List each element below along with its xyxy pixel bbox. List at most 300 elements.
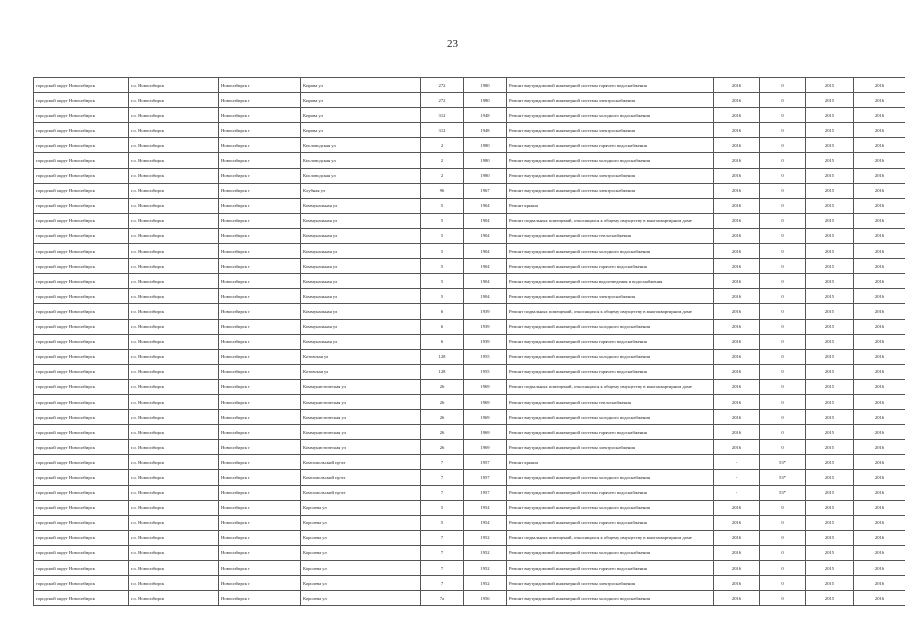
plan-year-cell: - (714, 470, 760, 485)
work-type-cell: Ремонт подвальных помещений, относящихся к общему имуществу в многоквартирном доме (507, 379, 714, 394)
plan-year-cell: 2016 (714, 213, 760, 228)
municipality-cell: городской округ Новосибирск (34, 93, 129, 108)
end-year-cell: 2016 (854, 228, 905, 243)
value-cell: 0 (760, 153, 806, 168)
city-cell: Новосибирск г (219, 228, 301, 243)
house-number-cell: 7 (421, 455, 464, 470)
city-cell: Новосибирск г (219, 123, 301, 138)
street-cell: Комсомольский пр-кт (301, 455, 421, 470)
plan-year-cell: 2016 (714, 410, 760, 425)
start-year-cell: 2015 (806, 259, 854, 274)
house-number-cell: 7 (421, 485, 464, 500)
table-row (34, 168, 905, 183)
house-number-cell: 128 (421, 364, 464, 379)
value-cell: 0 (760, 364, 806, 379)
city-cell: Новосибирск г (219, 319, 301, 334)
year-built-cell: 1969 (464, 410, 507, 425)
city-cell: Новосибирск г (219, 213, 301, 228)
city-cell: Новосибирск г (219, 515, 301, 530)
municipality-cell: городской округ Новосибирск (34, 168, 129, 183)
end-year-cell: 2016 (854, 561, 905, 576)
start-year-cell: 2015 (806, 123, 854, 138)
table-row (34, 334, 905, 349)
work-type-cell: Ремонт внутридомовой инженерной системы горячего водоснабжения (507, 78, 714, 93)
value-cell: 0 (760, 213, 806, 228)
plan-year-cell: 2016 (714, 228, 760, 243)
municipality-cell: городской округ Новосибирск (34, 228, 129, 243)
house-number-cell: 5 (421, 500, 464, 515)
work-type-cell: Ремонт внутридомовой инженерной системы водоотведения и водоснабжения (507, 274, 714, 289)
end-year-cell: 2016 (854, 259, 905, 274)
house-number-cell: 6 (421, 319, 464, 334)
start-year-cell: 2015 (806, 334, 854, 349)
end-year-cell: 2016 (854, 379, 905, 394)
house-number-cell: 7 (421, 576, 464, 591)
municipality-cell: городской округ Новосибирск (34, 515, 129, 530)
year-built-cell: 1904 (464, 228, 507, 243)
district-cell: г.о. Новосибирск (129, 138, 219, 153)
start-year-cell: 2015 (806, 108, 854, 123)
year-built-cell: 1980 (464, 168, 507, 183)
value-cell: 0 (760, 168, 806, 183)
table-row (34, 591, 905, 606)
table-row (34, 394, 905, 409)
work-type-cell: Ремонт внутридомовой инженерной системы горячего водоснабжения (507, 138, 714, 153)
work-type-cell: Ремонт внутридомовой инженерной системы электроснабжения (507, 123, 714, 138)
city-cell: Новосибирск г (219, 485, 301, 500)
value-cell: 53* (760, 455, 806, 470)
end-year-cell: 2016 (854, 530, 905, 545)
house-number-cell: 26 (421, 379, 464, 394)
district-cell: г.о. Новосибирск (129, 500, 219, 515)
value-cell: 0 (760, 410, 806, 425)
repair-program-table (33, 77, 905, 606)
end-year-cell: 2016 (854, 153, 905, 168)
value-cell: 0 (760, 198, 806, 213)
plan-year-cell: 2016 (714, 274, 760, 289)
plan-year-cell: 2016 (714, 561, 760, 576)
start-year-cell: 2015 (806, 561, 854, 576)
end-year-cell: 2016 (854, 334, 905, 349)
city-cell: Новосибирск г (219, 198, 301, 213)
district-cell: г.о. Новосибирск (129, 561, 219, 576)
street-cell: Комсомольский пр-кт (301, 485, 421, 500)
plan-year-cell: 2016 (714, 198, 760, 213)
year-built-cell: 1957 (464, 455, 507, 470)
plan-year-cell: 2016 (714, 108, 760, 123)
work-type-cell: Ремонт крыши (507, 198, 714, 213)
plan-year-cell: 2016 (714, 530, 760, 545)
end-year-cell: 2016 (854, 183, 905, 198)
year-built-cell: 1969 (464, 394, 507, 409)
district-cell: г.о. Новосибирск (129, 425, 219, 440)
plan-year-cell: - (714, 485, 760, 500)
value-cell: 0 (760, 228, 806, 243)
year-built-cell: 1948 (464, 123, 507, 138)
street-cell: Кирова ул (301, 78, 421, 93)
street-cell: Коммунальная ул (301, 259, 421, 274)
house-number-cell: 6 (421, 304, 464, 319)
house-number-cell: 272 (421, 93, 464, 108)
value-cell: 0 (760, 500, 806, 515)
street-cell: Королева ул (301, 530, 421, 545)
street-cell: Коммунальная ул (301, 289, 421, 304)
end-year-cell: 2016 (854, 349, 905, 364)
work-type-cell: Ремонт внутридомовой инженерной системы холодного водоснабжения (507, 153, 714, 168)
start-year-cell: 2015 (806, 485, 854, 500)
value-cell: 0 (760, 123, 806, 138)
work-type-cell: Ремонт внутридомовой инженерной системы горячего водоснабжения (507, 425, 714, 440)
page-number: 23 (447, 38, 458, 50)
street-cell: Коммунальная ул (301, 228, 421, 243)
work-type-cell: Ремонт внутридомовой инженерной системы холодного водоснабжения (507, 349, 714, 364)
work-type-cell: Ремонт крыши (507, 455, 714, 470)
municipality-cell: городской округ Новосибирск (34, 379, 129, 394)
street-cell: Коммунальная ул (301, 334, 421, 349)
work-type-cell: Ремонт внутридомовой инженерной системы горячего водоснабжения (507, 515, 714, 530)
year-built-cell: 1952 (464, 576, 507, 591)
house-number-cell: 128 (421, 349, 464, 364)
district-cell: г.о. Новосибирск (129, 123, 219, 138)
table-row (34, 108, 905, 123)
work-type-cell: Ремонт внутридомовой инженерной системы электроснабжения (507, 289, 714, 304)
municipality-cell: городской округ Новосибирск (34, 455, 129, 470)
table-row (34, 138, 905, 153)
end-year-cell: 2016 (854, 274, 905, 289)
work-type-cell: Ремонт внутридомовой инженерной системы холодного водоснабжения (507, 410, 714, 425)
work-type-cell: Ремонт внутридомовой инженерной системы электроснабжения (507, 93, 714, 108)
municipality-cell: городской округ Новосибирск (34, 289, 129, 304)
start-year-cell: 2015 (806, 153, 854, 168)
end-year-cell: 2016 (854, 78, 905, 93)
end-year-cell: 2016 (854, 289, 905, 304)
district-cell: г.о. Новосибирск (129, 410, 219, 425)
repair-program-table-wrap (33, 77, 905, 606)
street-cell: Королева ул (301, 545, 421, 560)
value-cell: 0 (760, 259, 806, 274)
district-cell: г.о. Новосибирск (129, 364, 219, 379)
municipality-cell: городской округ Новосибирск (34, 319, 129, 334)
value-cell: 0 (760, 591, 806, 606)
value-cell: 0 (760, 440, 806, 455)
house-number-cell: 312 (421, 123, 464, 138)
municipality-cell: городской округ Новосибирск (34, 440, 129, 455)
street-cell: Коммунистическая ул (301, 440, 421, 455)
work-type-cell: Ремонт внутридомовой инженерной системы горячего водоснабжения (507, 259, 714, 274)
street-cell: Кисловодская ул (301, 168, 421, 183)
end-year-cell: 2016 (854, 455, 905, 470)
municipality-cell: городской округ Новосибирск (34, 410, 129, 425)
year-built-cell: 1948 (464, 108, 507, 123)
table-row (34, 198, 905, 213)
year-built-cell: 1904 (464, 289, 507, 304)
plan-year-cell: 2016 (714, 319, 760, 334)
house-number-cell: 26 (421, 440, 464, 455)
table-body (34, 78, 905, 606)
end-year-cell: 2016 (854, 319, 905, 334)
end-year-cell: 2016 (854, 410, 905, 425)
end-year-cell: 2016 (854, 304, 905, 319)
city-cell: Новосибирск г (219, 591, 301, 606)
work-type-cell: Ремонт внутридомовой инженерной системы электроснабжения (507, 440, 714, 455)
municipality-cell: городской округ Новосибирск (34, 108, 129, 123)
municipality-cell: городской округ Новосибирск (34, 123, 129, 138)
district-cell: г.о. Новосибирск (129, 274, 219, 289)
street-cell: Коммунальная ул (301, 304, 421, 319)
year-built-cell: 1939 (464, 304, 507, 319)
value-cell: 0 (760, 334, 806, 349)
district-cell: г.о. Новосибирск (129, 244, 219, 259)
plan-year-cell: 2016 (714, 289, 760, 304)
year-built-cell: 1904 (464, 244, 507, 259)
city-cell: Новосибирск г (219, 576, 301, 591)
value-cell: 0 (760, 78, 806, 93)
table-row (34, 349, 905, 364)
city-cell: Новосибирск г (219, 304, 301, 319)
end-year-cell: 2016 (854, 244, 905, 259)
municipality-cell: городской округ Новосибирск (34, 591, 129, 606)
plan-year-cell: 2016 (714, 138, 760, 153)
city-cell: Новосибирск г (219, 153, 301, 168)
year-built-cell: 1957 (464, 470, 507, 485)
work-type-cell: Ремонт внутридомовой инженерной системы холодного водоснабжения (507, 470, 714, 485)
start-year-cell: 2015 (806, 591, 854, 606)
plan-year-cell: 2016 (714, 183, 760, 198)
district-cell: г.о. Новосибирск (129, 93, 219, 108)
start-year-cell: 2015 (806, 515, 854, 530)
district-cell: г.о. Новосибирск (129, 183, 219, 198)
plan-year-cell: 2016 (714, 334, 760, 349)
street-cell: Королева ул (301, 515, 421, 530)
start-year-cell: 2015 (806, 78, 854, 93)
start-year-cell: 2015 (806, 304, 854, 319)
year-built-cell: 1952 (464, 530, 507, 545)
municipality-cell: городской округ Новосибирск (34, 334, 129, 349)
city-cell: Новосибирск г (219, 183, 301, 198)
start-year-cell: 2015 (806, 213, 854, 228)
year-built-cell: 1955 (464, 349, 507, 364)
start-year-cell: 2015 (806, 349, 854, 364)
table-row (34, 93, 905, 108)
start-year-cell: 2015 (806, 425, 854, 440)
district-cell: г.о. Новосибирск (129, 153, 219, 168)
table-row (34, 500, 905, 515)
plan-year-cell: 2016 (714, 78, 760, 93)
year-built-cell: 1952 (464, 545, 507, 560)
city-cell: Новосибирск г (219, 364, 301, 379)
municipality-cell: городской округ Новосибирск (34, 561, 129, 576)
work-type-cell: Ремонт внутридомовой инженерной системы холодного водоснабжения (507, 108, 714, 123)
street-cell: Коммунистическая ул (301, 425, 421, 440)
house-number-cell: 26 (421, 425, 464, 440)
start-year-cell: 2015 (806, 289, 854, 304)
year-built-cell: 1980 (464, 153, 507, 168)
street-cell: Комсомольский пр-кт (301, 470, 421, 485)
table-row (34, 576, 905, 591)
district-cell: г.о. Новосибирск (129, 379, 219, 394)
municipality-cell: городской округ Новосибирск (34, 304, 129, 319)
plan-year-cell: 2016 (714, 500, 760, 515)
house-number-cell: 26 (421, 410, 464, 425)
start-year-cell: 2015 (806, 394, 854, 409)
house-number-cell: 5 (421, 244, 464, 259)
work-type-cell: Ремонт подвальных помещений, относящихся к общему имуществу в многоквартирном доме (507, 304, 714, 319)
city-cell: Новосибирск г (219, 545, 301, 560)
city-cell: Новосибирск г (219, 470, 301, 485)
table-row (34, 440, 905, 455)
house-number-cell: 26 (421, 394, 464, 409)
district-cell: г.о. Новосибирск (129, 576, 219, 591)
district-cell: г.о. Новосибирск (129, 334, 219, 349)
start-year-cell: 2015 (806, 440, 854, 455)
district-cell: г.о. Новосибирск (129, 108, 219, 123)
table-row (34, 561, 905, 576)
city-cell: Новосибирск г (219, 410, 301, 425)
house-number-cell: 7 (421, 530, 464, 545)
district-cell: г.о. Новосибирск (129, 304, 219, 319)
plan-year-cell: 2016 (714, 153, 760, 168)
street-cell: Коммунистическая ул (301, 410, 421, 425)
city-cell: Новосибирск г (219, 244, 301, 259)
house-number-cell: 312 (421, 108, 464, 123)
district-cell: г.о. Новосибирск (129, 289, 219, 304)
work-type-cell: Ремонт внутридомовой инженерной системы горячего водоснабжения (507, 364, 714, 379)
district-cell: г.о. Новосибирск (129, 545, 219, 560)
end-year-cell: 2016 (854, 123, 905, 138)
plan-year-cell: 2016 (714, 93, 760, 108)
start-year-cell: 2015 (806, 168, 854, 183)
end-year-cell: 2016 (854, 500, 905, 515)
city-cell: Новосибирск г (219, 289, 301, 304)
district-cell: г.о. Новосибирск (129, 470, 219, 485)
house-number-cell: 5 (421, 259, 464, 274)
city-cell: Новосибирск г (219, 500, 301, 515)
table-row (34, 319, 905, 334)
year-built-cell: 1954 (464, 500, 507, 515)
house-number-cell: 7а (421, 591, 464, 606)
city-cell: Новосибирск г (219, 108, 301, 123)
municipality-cell: городской округ Новосибирск (34, 78, 129, 93)
table-row (34, 470, 905, 485)
city-cell: Новосибирск г (219, 334, 301, 349)
plan-year-cell: 2016 (714, 576, 760, 591)
work-type-cell: Ремонт подвальных помещений, относящихся к общему имуществу в многоквартирном доме (507, 530, 714, 545)
value-cell: 0 (760, 379, 806, 394)
start-year-cell: 2015 (806, 576, 854, 591)
work-type-cell: Ремонт внутридомовой инженерной системы холодного водоснабжения (507, 319, 714, 334)
start-year-cell: 2015 (806, 545, 854, 560)
table-row (34, 123, 905, 138)
value-cell: 0 (760, 530, 806, 545)
work-type-cell: Ремонт внутридомовой инженерной системы горячего водоснабжения (507, 561, 714, 576)
value-cell: 0 (760, 108, 806, 123)
municipality-cell: городской округ Новосибирск (34, 153, 129, 168)
start-year-cell: 2015 (806, 500, 854, 515)
house-number-cell: 7 (421, 561, 464, 576)
start-year-cell: 2015 (806, 93, 854, 108)
start-year-cell: 2015 (806, 244, 854, 259)
start-year-cell: 2015 (806, 198, 854, 213)
municipality-cell: городской округ Новосибирск (34, 425, 129, 440)
year-built-cell: 1954 (464, 515, 507, 530)
district-cell: г.о. Новосибирск (129, 319, 219, 334)
table-row (34, 289, 905, 304)
start-year-cell: 2015 (806, 228, 854, 243)
start-year-cell: 2015 (806, 364, 854, 379)
value-cell: 0 (760, 515, 806, 530)
street-cell: Королева ул (301, 561, 421, 576)
table-row (34, 515, 905, 530)
end-year-cell: 2016 (854, 576, 905, 591)
municipality-cell: городской округ Новосибирск (34, 530, 129, 545)
street-cell: Кирова ул (301, 108, 421, 123)
table-row (34, 379, 905, 394)
start-year-cell: 2015 (806, 274, 854, 289)
plan-year-cell: 2016 (714, 244, 760, 259)
work-type-cell: Ремонт внутридомовой инженерной системы горячего водоснабжения (507, 334, 714, 349)
year-built-cell: 1939 (464, 334, 507, 349)
house-number-cell: 7 (421, 470, 464, 485)
house-number-cell: 5 (421, 198, 464, 213)
year-built-cell: 1904 (464, 213, 507, 228)
district-cell: г.о. Новосибирск (129, 349, 219, 364)
district-cell: г.о. Новосибирск (129, 168, 219, 183)
city-cell: Новосибирск г (219, 78, 301, 93)
value-cell: 0 (760, 561, 806, 576)
municipality-cell: городской округ Новосибирск (34, 213, 129, 228)
street-cell: Коммунальная ул (301, 244, 421, 259)
street-cell: Коммунальная ул (301, 198, 421, 213)
street-cell: Королева ул (301, 591, 421, 606)
value-cell: 0 (760, 183, 806, 198)
start-year-cell: 2015 (806, 138, 854, 153)
year-built-cell: 1957 (464, 485, 507, 500)
plan-year-cell: 2016 (714, 515, 760, 530)
municipality-cell: городской округ Новосибирск (34, 244, 129, 259)
table-row (34, 455, 905, 470)
house-number-cell: 5 (421, 274, 464, 289)
district-cell: г.о. Новосибирск (129, 591, 219, 606)
start-year-cell: 2015 (806, 410, 854, 425)
district-cell: г.о. Новосибирск (129, 485, 219, 500)
city-cell: Новосибирск г (219, 561, 301, 576)
plan-year-cell: 2016 (714, 425, 760, 440)
street-cell: Коммунальная ул (301, 274, 421, 289)
district-cell: г.о. Новосибирск (129, 213, 219, 228)
end-year-cell: 2016 (854, 213, 905, 228)
street-cell: Королева ул (301, 500, 421, 515)
work-type-cell: Ремонт внутридомовой инженерной системы холодного водоснабжения (507, 591, 714, 606)
table-row (34, 304, 905, 319)
street-cell: Коммунальная ул (301, 319, 421, 334)
street-cell: Кирова ул (301, 123, 421, 138)
house-number-cell: 96 (421, 183, 464, 198)
value-cell: 0 (760, 349, 806, 364)
table-row (34, 530, 905, 545)
municipality-cell: городской округ Новосибирск (34, 349, 129, 364)
work-type-cell: Ремонт внутридомовой инженерной системы горячего водоснабжения (507, 485, 714, 500)
district-cell: г.о. Новосибирск (129, 78, 219, 93)
work-type-cell: Ремонт подвальных помещений, относящихся к общему имуществу в многоквартирном доме (507, 213, 714, 228)
plan-year-cell: 2016 (714, 304, 760, 319)
municipality-cell: городской округ Новосибирск (34, 198, 129, 213)
municipality-cell: городской округ Новосибирск (34, 138, 129, 153)
table-row (34, 244, 905, 259)
district-cell: г.о. Новосибирск (129, 440, 219, 455)
value-cell: 53* (760, 470, 806, 485)
house-number-cell: 5 (421, 289, 464, 304)
plan-year-cell: 2016 (714, 394, 760, 409)
